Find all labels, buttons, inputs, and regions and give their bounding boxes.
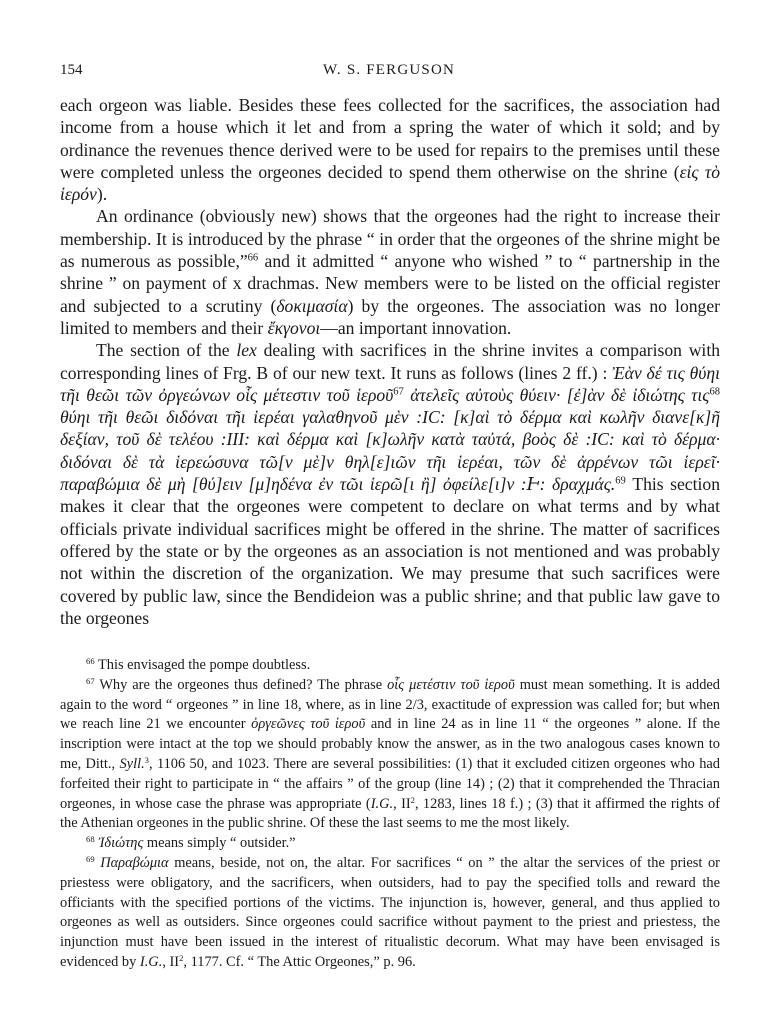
greek-term: Παραβώμια bbox=[100, 854, 169, 871]
paragraph-3: The section of the lex dealing with sacrifices in the shrine invites a comparison with corresponding lines of Frg. B of our new text. It runs as follows (lines 2 ff.) : Ἐὰν δέ τις θύηι τῆι θεῶι τῶν ὀργεώνων οἷς μέτεστιν τοῦ ἱεροῦ$^{67}$ ἀτελεῖς αὐτοὺς θύειν· [ἐ]ὰν δὲ ἰδιώτης τις$^{68}$ θύηι τῆι θεῶι διδόναι τῆι ἱερέαι γαλαθηνοῦ μὲν :ΙC: [κ]αὶ τὸ δέρμα καὶ κωλῆν διανε[κ]ῆ δεξίαν, τοῦ δὲ τελέου :ΙΙΙ: καὶ δέρμα καὶ [κ]ωλῆν κατὰ ταὐτά, βοὸς δὲ :ΙC: καὶ τὸ δέρμα· διδόναι δὲ τὰ ἱερεώσυνα τῶ[ν μὲ]ν θηλ[ε]ιῶν τῆι ἱερέαι, τῶν δὲ ἀρρένων τῶι ἱερεῖ· παραβώμια δὲ μὴ [θύ]ειν [μ]ηδένα ἐν τῶι ἱερῶ[ι ἢ] ὀφείλε[ι]ν :Ͱ: δραχμάς.$^{69}$ This section makes it clear that the orgeones were competent to declare on what terms and by what officials private individual sacrifices might be offered in the shrine. The matter of sacrifices offered by the state or by the orgeones as an association is not mentioned and was probably not within the discretion of the organization. We may presume that such sacrifices were covered by public law, since the Bendideion was a public shrine; and that public law gave to the orgeones bbox=[60, 340, 720, 628]
footnote-69: $^{69}$ Παραβώμια means, beside, not on, the altar. For sacrifices “ on ” the altar the services of the priest or priestess were obligatory, and the sacrificers, when outsiders, had to pay the specified tolls and reward the officiants with the specified portions of the victims. The injunction is, however, general, and thus applied to orgeones as well as outsiders. Since orgeones could sacrifice without payment to the priest and priestess, the injunction must have been issued in the interest of ritualistic decorum. What may have been envisaged is evidenced by I.G., $II^2$, 1177. Cf. “ The Attic Orgeones,” p. 96. bbox=[60, 853, 720, 970]
paragraph-2: An ordinance (obviously new) shows that the orgeones had the right to increase their membership. It is introduced by the phrase “ in order that the orgeones of the shrine might be as numerous as possible,”$^{66}$ and it admitted “ anyone who wished ” to “ partnership in the shrine ” on payment of x drachmas. New members were to be listed on the official register and subjected to a scrutiny (δοκιμασία) by the orgeones. The association was no longer limited to members and their ἔκγονοι—an important innovation. bbox=[60, 206, 720, 338]
greek-phrase: οἷς μετέστιν τοῦ ἱεροῦ bbox=[387, 676, 515, 693]
greek-phrase: δοκιμασία bbox=[276, 295, 348, 316]
greek-term: Ἰδιώτης bbox=[98, 835, 144, 852]
lex-term: lex bbox=[236, 340, 257, 361]
footnote-ref-69[interactable]: 69 bbox=[615, 475, 626, 487]
footnotes bbox=[60, 656, 720, 973]
footnote-ref-67[interactable]: 67 bbox=[393, 386, 404, 398]
body-text bbox=[60, 94, 720, 629]
page-number: 154 bbox=[60, 62, 83, 78]
greek-phrase: εἰς τὸ ἱερόν bbox=[60, 161, 720, 205]
greek-phrase: ἔκγονοι bbox=[267, 317, 321, 338]
paragraph-1: each orgeon was liable. Besides these fees collected for the sacrifices, the association had income from a house which it let and from a spring the water of which it sold; and by ordinance the revenues thence derived were to be used for repairs to the premises until these were completed unless the orgeones decided to spend them otherwise on the shrine (εἰς τὸ ἱερόν). bbox=[60, 95, 720, 205]
greek-phrase: ὀργεῶνες τοῦ ἱεροῦ bbox=[251, 716, 366, 733]
running-title: W. S. FERGUSON bbox=[322, 62, 456, 78]
footnote-68: $^{68}$ Ἰδιώτης means simply “ outsider.” bbox=[86, 834, 296, 852]
greek-quotation: θύηι τῆι θεῶι διδόναι τῆι ἱερέαι γαλαθηνοῦ μὲν :ΙC: [κ]αὶ τὸ δέρμα καὶ κωλῆν διανε[κ]ῆ δεξίαν, τοῦ δὲ τελέου :ΙΙΙ: καὶ δέρμα καὶ [κ]ωλῆν κατὰ ταὐτά, βοὸς δὲ :ΙC: καὶ τὸ δέρμα· διδόναι δὲ τὰ ἱερεώσυνα τῶ[ν μὲ]ν θηλ[ε]ιῶν τῆι ἱερέαι, τῶν δὲ ἀρρένων τῶι ἱερεῖ· παραβώμια δὲ μὴ [θύ]ειν [μ]ηδένα ἐν τῶι ἱερῶ[ι ἢ] ὀφείλε[ι]ν :Ͱ: δραχμάς. bbox=[60, 407, 720, 495]
footnote-ref-66[interactable]: 66 bbox=[247, 252, 259, 264]
greek-quotation: Ἐὰν δέ τις θύηι τῆι θεῶι τῶν ὀργεώνων οἷς μέτεστιν τοῦ ἱεροῦ bbox=[60, 362, 720, 405]
footnote-67: $^{67}$ Why are the orgeones thus defined? The phrase οἷς μετέστιν τοῦ ἱεροῦ must mean something. It is added again to the word “ orgeones ” in line 18, where, as in line 2/3, exactitude of expression was called for; but when we reach line 21 we encounter ὀργεῶνες τοῦ ἱεροῦ and in line 24 as in line 11 “ the orgeones ” alone. If the inscription were intact at the top we should probably know the answer, as in the two analogous cases known to me, Ditt., Syll.$^3$, 1106 50, and 1023. There are several possibilities: (1) that it excluded citizen orgeones who had forfeited their right to participate in “ the affairs ” of the group (line 14) ; (2) that it comprehended the Thracian orgeones, in whose case the phrase was appropriate (I.G., $II^2$, 1283, lines 18 f.) ; (3) that it affirmed the rights of the Athenian orgeones in the public shrine. Of these the last seems to me the most likely. bbox=[60, 675, 721, 832]
footnote-66: $^{66}$ This envisaged the pompe doubtless. bbox=[86, 655, 311, 673]
running-head bbox=[60, 62, 718, 84]
greek-quotation: ἀτελεῖς αὐτοὺς θύειν· [ἐ]ὰν δὲ ἰδιώτης τις bbox=[403, 384, 710, 405]
footnote-ref-68[interactable]: 68 bbox=[709, 386, 720, 398]
